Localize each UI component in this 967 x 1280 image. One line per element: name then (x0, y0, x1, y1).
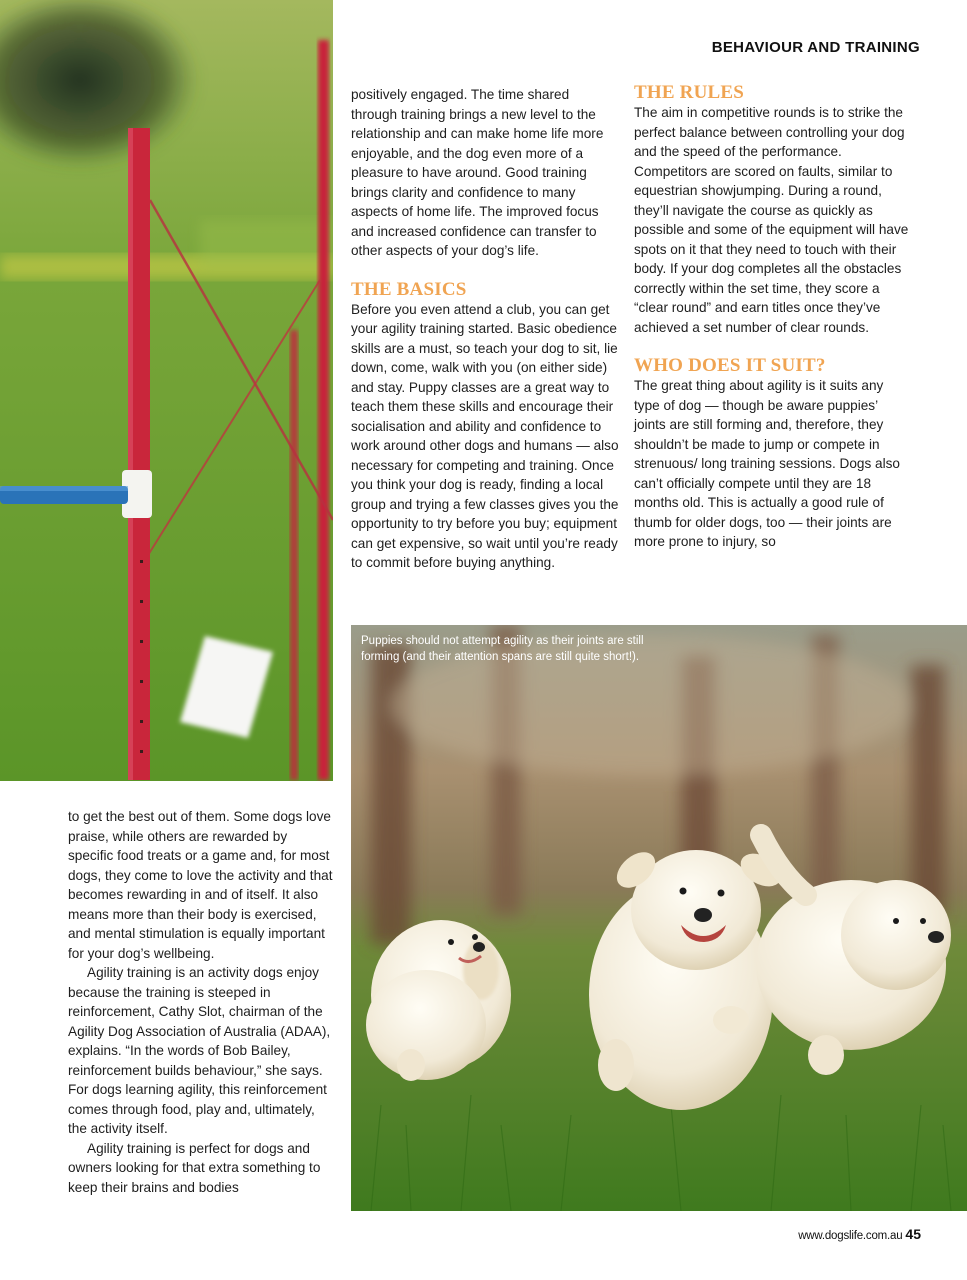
rules-paragraph: The aim in competitive rounds is to strike the perfect balance between controlling your dog and the speed of the performance. Competitors are scored on faults, similar to equestrian showjumping. During a round, they’ll navigate the course as quickly as possible and some of the equipment will have spots on it that they need to touch with their body. If your dog completes all the obstacles correctly within the set time, they score a “clear round” and earn titles once they’ve achieved a set number of clear rounds. (634, 105, 909, 335)
intro-paragraph: positively engaged. The time shared through training brings a new level to the relationship and can make home life more enjoyable, and the dog even more of a pleasure to have around. Good training brings clarity and confidence to many aspects of home life. The improved focus and increased confidence can transfer to other aspects of your dog’s life. (351, 87, 604, 258)
page-number: 45 (905, 1226, 921, 1242)
golden-retriever-puppies-photo (351, 625, 967, 1211)
suit-heading: WHO DOES IT SUIT? (634, 355, 826, 376)
suit-paragraph: The great thing about agility is it suits any type of dog — though be aware puppies’ joints are still forming and, therefore, they shouldn’t be made to jump or compete in strenuous/ long training sessions. Dogs also can’t officially compete until they are 18 months old. This is actually a good rule of thumb for older dogs, too — their joints are more prone to injury, so (634, 378, 900, 549)
rules-heading: THE RULES (634, 82, 745, 103)
left-paragraph-1: to get the best out of them. Some dogs love praise, while others are rewarded by specific food treats or a game and, for most dogs, they come to love the activity and that becomes rewarding in and of itself. It also means more than their body is exercised, and mental stimulation is equally important for your dog’s wellbeing. (68, 809, 333, 961)
article-column-right (634, 82, 909, 552)
photo-caption: Puppies should not attempt agility as their joints are still forming (and their attention spans are still quite short!). (361, 635, 644, 663)
basics-heading: THE BASICS (351, 278, 467, 300)
article-column-middle (351, 85, 619, 573)
basics-paragraph: Before you even attend a club, you can get your agility training started. Basic obedience skills are a must, so teach your dog to sit, lie down, come, walk with you (on either side) and stay. Puppy classes are a great way to teach them these skills and encourage their socialisation and ability and confidence to work around other dogs and humans — also necessary for competing and training. Once you think your dog is ready, finding a local group and trying a few classes gives you the opportunity to try before you buy; equipment can get expensive, so wait until you’re ready to commit before buying anything. (351, 301, 619, 570)
footer-url: www.dogslife.com.au (798, 1230, 903, 1242)
left-paragraph-2: Agility training is an activity dogs enjoy because the training is steeped in reinforcement, Cathy Slot, chairman of the Agility Dog Association of Australia (ADAA), explains. “In the words of Bob Bailey, reinforcement builds behaviour,” she says. For dogs learning agility, this reinforcement comes through food, play and, ultimately, the activity itself. (68, 965, 331, 1136)
left-paragraph-3: Agility training is perfect for dogs and owners looking for that extra something to keep their brains and bodies (68, 1140, 321, 1195)
agility-jump-photo (0, 0, 333, 781)
section-label: BEHAVIOUR AND TRAINING (711, 39, 920, 56)
page-footer (798, 1226, 921, 1242)
article-column-left (68, 807, 334, 1197)
